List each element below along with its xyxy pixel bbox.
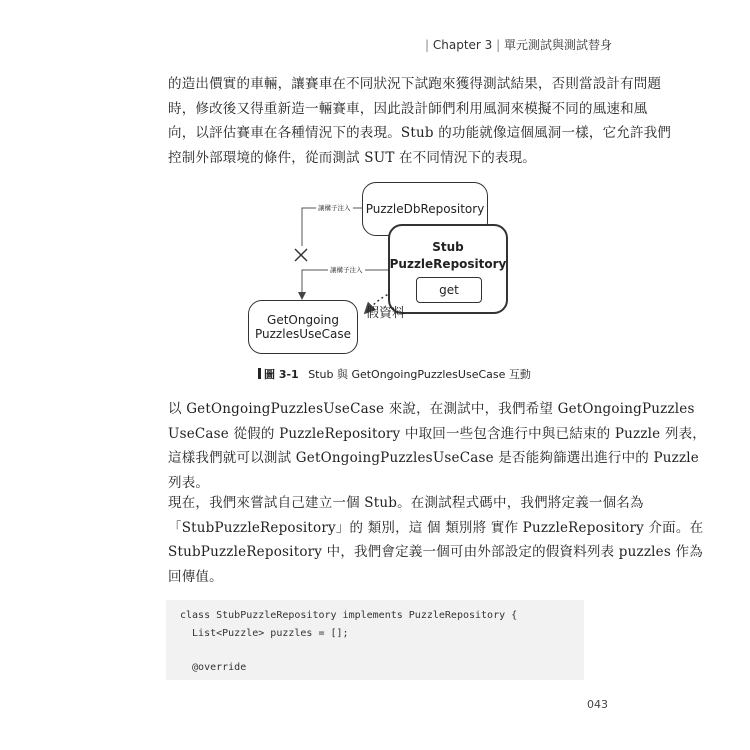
page-number: 043 — [587, 698, 608, 711]
text-line: 這樣我們就可以測試 GetOngoingPuzzlesUseCase 是否能夠篩選出進行中的 Puzzle — [168, 450, 699, 466]
get-ongoing-puzzles-use-case-box: GetOngoing PuzzlesUseCase — [248, 300, 358, 354]
text-line: 以 GetOngoingPuzzlesUseCase 來說，在測試中，我們希望 GetOngoingPuzzles — [168, 401, 695, 417]
text-line: 回傳值。 — [168, 568, 223, 585]
text-line: UseCase 從假的 PuzzleRepository 中取回一些包含進行中與已結束的 Puzzle 列表， — [168, 425, 706, 442]
text-line: StubPuzzleRepository 中，我們會定義一個可由外部設定的假資料列表 puzzles 作為 — [168, 544, 703, 560]
text-line: 的造出價實的車輛，讓賽車在不同狀況下試跑來獲得測試結果，否則當設計有問題 — [168, 76, 662, 92]
figure-caption — [258, 366, 531, 382]
text-line: 控制外部環境的條件，從而測試 SUT 在不同情況下的表現。 — [168, 149, 537, 166]
fake-data-label: 假資料 — [366, 306, 406, 321]
text-line: 現在，我們來嘗試自己建立一個 Stub。在測試程式碼中，我們將定義一個名為 — [168, 495, 644, 511]
chapter-title: 單元測試與測試替身 — [503, 38, 612, 52]
paragraph-wind-tunnel — [168, 72, 672, 170]
text-line: 「StubPuzzleRepository」的 類別，這 個 類別將 實作 PuzzleRepository 介面。在 — [168, 519, 704, 536]
code-block — [166, 600, 584, 680]
inject-label-top: 讓構子注入 — [318, 204, 351, 212]
chapter-label: Chapter 3 — [432, 38, 493, 52]
caption-number: 圖 3-1 — [264, 368, 299, 381]
text-line: 向，以評估賽車在各種情況下的表現。Stub 的功能就像這個風洞一樣，它允許我們 — [168, 125, 672, 141]
caption-text: Stub 與 GetOngoingPuzzlesUseCase 互動 — [308, 368, 531, 381]
text-line: 列表。 — [168, 474, 210, 491]
inject-label-bottom: 讓構子注入 — [330, 266, 363, 274]
paragraph-use-case — [168, 397, 706, 495]
puzzle-db-repository-box: PuzzleDbRepository — [362, 182, 488, 236]
text-line: 時，修改後又得重新造一輛賽車，因此設計師們利用風洞來模擬不同的風速和風 — [168, 100, 648, 117]
get-method-box: get — [416, 277, 482, 303]
stub-interaction-figure — [240, 172, 530, 362]
paragraph-build-stub — [168, 491, 704, 589]
code-line: class StubPuzzleRepository implements PuzzleRepository { — [180, 610, 518, 621]
code-line: List<Puzzle> puzzles = []; — [180, 628, 349, 639]
stub-puzzle-repository-box: Stub PuzzleRepository — [388, 224, 508, 314]
code-line: @override — [180, 662, 247, 673]
running-header: | Chapter 3 | 單元測試與測試替身 — [425, 38, 612, 52]
